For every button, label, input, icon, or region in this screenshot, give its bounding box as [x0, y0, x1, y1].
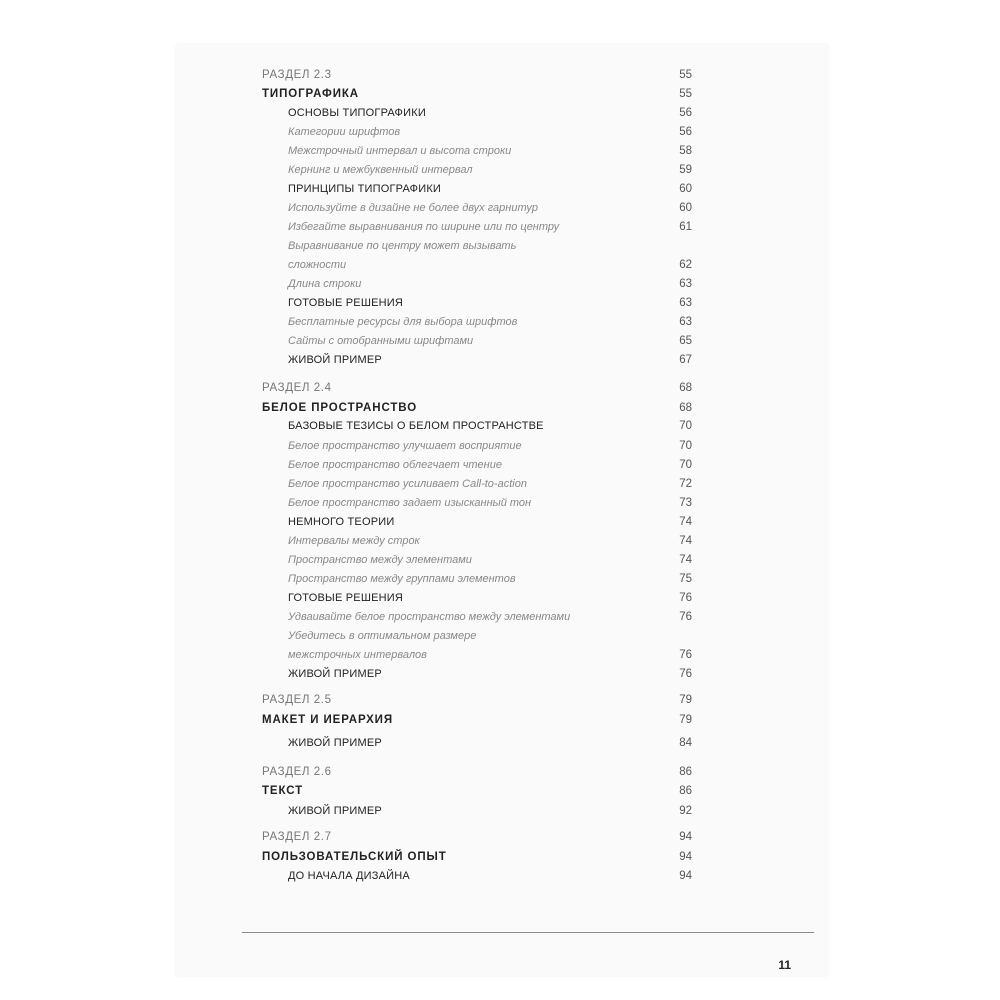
toc-entry-item: [0, 122, 1000, 142]
toc-entry-label: Пространство между группами элементов: [288, 573, 516, 585]
toc-entry-label: Пространство между элементами: [288, 554, 472, 566]
toc-entry-item: [0, 436, 1000, 456]
toc-entry-page: 70: [679, 459, 692, 471]
toc-entry-page: 79: [679, 714, 692, 726]
toc-entry-label: Белое пространство усиливает Call-to-action: [288, 478, 527, 490]
toc-entry-page: 84: [679, 737, 692, 749]
toc-entry-page: 68: [679, 402, 692, 414]
toc-entry-label: ЖИВОЙ ПРИМЕР: [288, 805, 382, 817]
toc-entry-item: [0, 217, 1000, 237]
toc-entry-page: 60: [679, 183, 692, 195]
toc-entry-sub: [0, 866, 1000, 886]
toc-entry-page: 63: [679, 278, 692, 290]
toc-entry-chapter: [0, 847, 1000, 867]
toc-entry-page: 74: [679, 554, 692, 566]
toc-entry-sub: [0, 588, 1000, 608]
toc-entry-page: 94: [679, 851, 692, 863]
toc-entry-page: 60: [679, 202, 692, 214]
toc-entry-section: [0, 690, 1000, 710]
toc-entry-page: 65: [679, 335, 692, 347]
toc-entry-item: [0, 255, 1000, 275]
toc-entry-page: 61: [679, 221, 692, 233]
toc-entry-label: Бесплатные ресурсы для выбора шрифтов: [288, 316, 518, 328]
toc-entry-page: 74: [679, 535, 692, 547]
toc-entry-item: [0, 474, 1000, 494]
toc-entry-label: Выравнивание по центру может вызывать: [288, 240, 517, 252]
toc-entry-page: 86: [679, 785, 692, 797]
toc-entry-sub: [0, 801, 1000, 821]
toc-entry-item: [0, 141, 1000, 161]
toc-entry-label: РАЗДЕЛ 2.7: [262, 831, 332, 843]
toc-entry-label: ОСНОВЫ ТИПОГРАФИКИ: [288, 107, 426, 119]
toc-entry-page: 72: [679, 478, 692, 490]
toc-entry-section: [0, 762, 1000, 782]
toc-entry-item: [0, 160, 1000, 180]
toc-entry-label: РАЗДЕЛ 2.3: [262, 69, 332, 81]
toc-entry-item: [0, 607, 1000, 627]
toc-entry-label: Длина строки: [288, 278, 362, 290]
toc-entry-sub: [0, 512, 1000, 532]
toc-entry-label: сложности: [288, 259, 347, 271]
toc-entry-item: [0, 493, 1000, 513]
toc-entry-sub: [0, 733, 1000, 753]
toc-entry-label: Убедитесь в оптимальном размере: [288, 630, 477, 642]
toc-entry-label: Удваивайте белое пространство между элементами: [288, 611, 571, 623]
toc-entry-section: [0, 827, 1000, 847]
toc-entry-label: РАЗДЕЛ 2.4: [262, 382, 332, 394]
toc-entry-label: РАЗДЕЛ 2.6: [262, 766, 332, 778]
page-number: 11: [778, 958, 791, 972]
toc-entry-label: Избегайте выравнивания по ширине или по центру: [288, 221, 560, 233]
toc-entry-item: [0, 569, 1000, 589]
toc-entry-label: ГОТОВЫЕ РЕШЕНИЯ: [288, 297, 404, 309]
toc-entry-page: 94: [679, 870, 692, 882]
toc-entry-page: 55: [679, 69, 692, 81]
toc-entry-label: Белое пространство улучшает восприятие: [288, 440, 522, 452]
toc-entry-page: 73: [679, 497, 692, 509]
toc-entry-item: [0, 312, 1000, 332]
toc-entry-label: Межстрочный интервал и высота строки: [288, 145, 512, 157]
toc-entry-page: 67: [679, 354, 692, 366]
toc-entry-sub: [0, 350, 1000, 370]
footer-rule: [242, 932, 814, 933]
toc-entry-label: БАЗОВЫЕ ТЕЗИСЫ О БЕЛОМ ПРОСТРАНСТВЕ: [288, 420, 544, 432]
toc-entry-label: ЖИВОЙ ПРИМЕР: [288, 354, 382, 366]
toc-entry-label: Белое пространство облегчает чтение: [288, 459, 502, 471]
toc-entry-label: межстрочных интервалов: [288, 649, 427, 661]
toc-entry-page: 70: [679, 420, 692, 432]
toc-entry-page: 76: [679, 668, 692, 680]
toc-entry-label: ПРИНЦИПЫ ТИПОГРАФИКИ: [288, 183, 442, 195]
toc-entry-label: РАЗДЕЛ 2.5: [262, 694, 332, 706]
toc-entry-label: ДО НАЧАЛА ДИЗАЙНА: [288, 870, 410, 882]
toc-entry-page: 58: [679, 145, 692, 157]
toc-entry-item: [0, 331, 1000, 351]
toc-entry-page: 92: [679, 805, 692, 817]
toc-entry-page: 76: [679, 592, 692, 604]
toc-entry-label: БЕЛОЕ ПРОСТРАНСТВО: [262, 402, 418, 414]
toc-entry-section: [0, 65, 1000, 85]
toc-entry-page: 56: [679, 107, 692, 119]
toc-entry-page: 94: [679, 831, 692, 843]
toc-entry-sub: [0, 103, 1000, 123]
toc-entry-page: 86: [679, 766, 692, 778]
toc-entry-page: 79: [679, 694, 692, 706]
toc-entry-page: 63: [679, 316, 692, 328]
toc-entry-item: [0, 626, 1000, 646]
toc-entry-page: 70: [679, 440, 692, 452]
toc-entry-chapter: [0, 710, 1000, 730]
toc-entry-sub: [0, 293, 1000, 313]
toc-entry-page: 76: [679, 611, 692, 623]
toc-entry-label: Интервалы между строк: [288, 535, 420, 547]
toc-entry-page: 62: [679, 259, 692, 271]
toc-entry-label: ЖИВОЙ ПРИМЕР: [288, 668, 382, 680]
toc-entry-page: 74: [679, 516, 692, 528]
toc-entry-page: 68: [679, 382, 692, 394]
toc-entry-item: [0, 531, 1000, 551]
toc-entry-page: 75: [679, 573, 692, 585]
toc-entry-chapter: [0, 781, 1000, 801]
toc-entry-label: НЕМНОГО ТЕОРИИ: [288, 516, 395, 528]
toc-entry-label: Используйте в дизайне не более двух гарнитур: [288, 202, 538, 214]
toc-entry-page: 59: [679, 164, 692, 176]
toc-entry-page: 76: [679, 649, 692, 661]
toc-entry-chapter: [0, 398, 1000, 418]
toc-entry-label: Кернинг и межбуквенный интервал: [288, 164, 473, 176]
toc-entry-sub: [0, 416, 1000, 436]
toc-entry-label: Категории шрифтов: [288, 126, 401, 138]
toc-entry-label: ГОТОВЫЕ РЕШЕНИЯ: [288, 592, 404, 604]
toc-entry-label: МАКЕТ И ИЕРАРХИЯ: [262, 714, 393, 726]
toc-entry-label: Белое пространство задает изысканный тон: [288, 497, 532, 509]
toc-entry-section: [0, 378, 1000, 398]
toc-entry-item: [0, 550, 1000, 570]
toc-entry-sub: [0, 664, 1000, 684]
toc-entry-page: 55: [679, 88, 692, 100]
toc-entry-chapter: [0, 84, 1000, 104]
toc-entry-item: [0, 198, 1000, 218]
toc-entry-label: ЖИВОЙ ПРИМЕР: [288, 737, 382, 749]
toc-entry-page: 56: [679, 126, 692, 138]
toc-entry-label: ТИПОГРАФИКА: [262, 88, 360, 100]
toc-entry-item: [0, 236, 1000, 256]
toc-entry-item: [0, 645, 1000, 665]
toc-entry-label: ТЕКСТ: [262, 785, 304, 797]
toc-entry-item: [0, 455, 1000, 475]
toc-entry-sub: [0, 179, 1000, 199]
toc-entry-label: Сайты с отобранными шрифтами: [288, 335, 474, 347]
toc-entry-page: 63: [679, 297, 692, 309]
toc-entry-label: ПОЛЬЗОВАТЕЛЬСКИЙ ОПЫТ: [262, 851, 447, 863]
toc-entry-item: [0, 274, 1000, 294]
